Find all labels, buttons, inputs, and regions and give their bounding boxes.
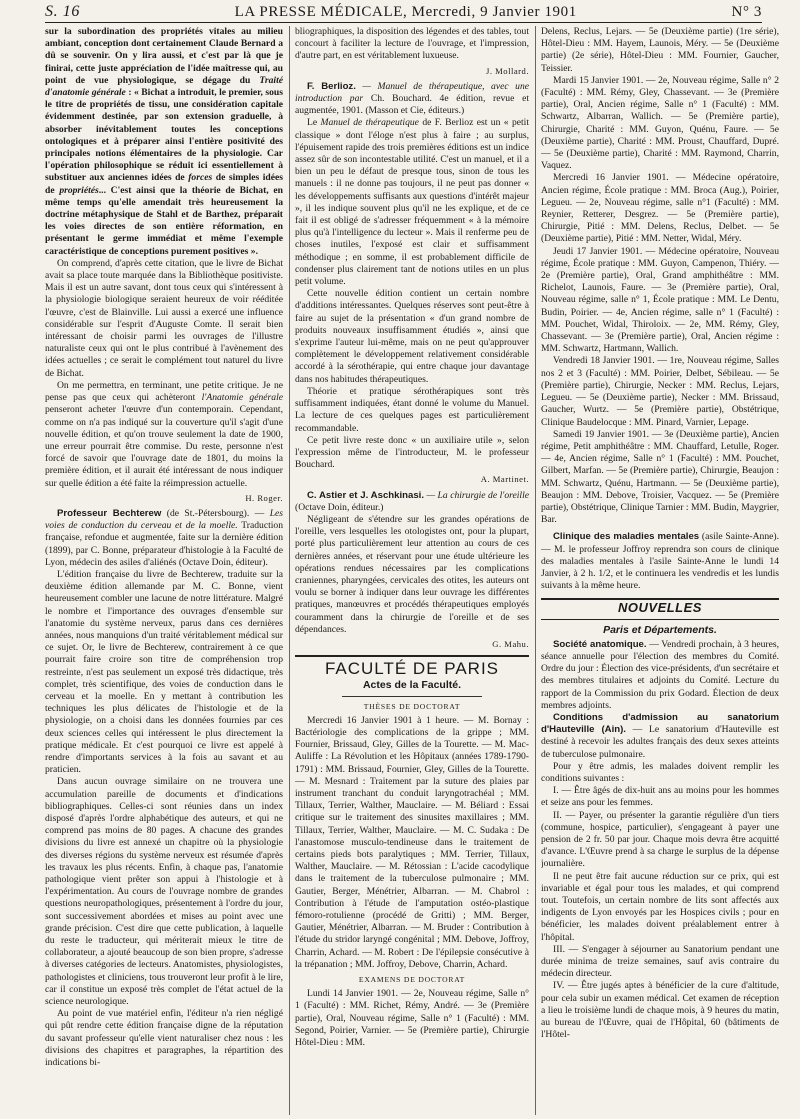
article-paragraph: I. — Être âgés de dix-huit ans au moins pour les hommes et seize ans pour les femmes. [541, 785, 779, 809]
article-paragraph: L'édition française du livre de Bechterew, traduite sur la deuxième édition allemande par M. C. Bonne, vient heureusement combler une lacune de notre littérature. Malgré le nombre et l'importance des ouvrages d'ensemble sur l'anatomie du système nerveux, parus dans ces dernières années, nous manquions d'un traité véritablement médical sur ce sujet. Or, le livre de Bechterew, contrairement à ce que pourrait faire croire son titre de compréhension trop restreinte, n'est pas seulement un exposé très didactique, très complet, très scientifique, des voies de conduction dans le cerveau et la moelle. En y mettant à contribution les techniques les plus délicates de l'histologie et de la physiologie, on a choisi dans les données fournies par ces deux sciences celles qui intéressent le plus directement la pratique médicale. Et c'est pourquoi ce livre est appelé à rendre d'importants services à la fois au savant et au praticien. [45, 568, 283, 776]
article-paragraph: Pour y être admis, les malades doivent remplir les conditions suivantes : [541, 760, 779, 784]
schedule-paragraph: Mercredi 16 Janvier 1901. — Médecine opératoire, Ancien régime, École pratique : MM. Broca (Aug.), Poirier, Legueu. — 2e, Nouveau régime, salle n°1 (Faculté) : MM. Reynier, Retterer, Desgrez. — 5e (Première partie), Chirurgie, Pitié : MM. Delens, Reclus, Delbet. — 5e (Deuxième partie), Pitié : MM. Netter, Widal, Méry. [541, 172, 779, 245]
schedule-paragraph: Samedi 19 Janvier 1901. — 3e (Deuxième partie), Ancien régime, Petit amphithéâtre : MM. Chauffard, Letulle, Roger. — 4e, Ancien régime, Salle n° 1 (Faculté) : MM. Pouchet, Gilbert, Marfan. — 5e (Première partie), Chirurgie, Beaujon : MM. Schwartz, Quénu, Hartmann. — 5e (Deuxième partie), Beaujon : MM. Debove, Troisier, Vacquez. — 5e (Première partie), Obstétrique, Clinique Tarnier : MM. Budin, Maygrier, Bar. [541, 428, 779, 526]
article-paragraph: Cette nouvelle édition contient un certain nombre d'additions intéressantes. Quelques réserves sont peut-être à faire au sujet de la présentation « d'un grand nombre de produits nouveaux insuffisamment étudiés », ainsi que s'exprime l'auteur lui-même, mais on ne peut qu'approuver complètement le développement relativement considérable accordé à la sérothérapie, qui entre chaque jour davantage dans nos habitudes thérapeutiques. [295, 288, 529, 385]
announcement: Société anatomique. — Vendredi prochain, à 3 heures, séance annuelle pour l'élection des membres du Comité. Ordre du jour : Élection des vice-présidents, d'un secrétaire et des membres titulaires et adjoints du Comité. Lecture du rapport de la Commission du prix Godard. Élection de deux membres adjoints. [541, 638, 779, 711]
nouvelles-title: NOUVELLES [618, 600, 702, 616]
book-entry: Professeur Bechterew (de St.-Pétersbourg). — Les voies de conduction du cerveau et de la moelle. Traduction française, refondue et augmentée, faite sur la dernière édition (1899), par C. Bonne, préparateur d'histologie à la Faculté de Lyon, médecin des asiles d'aliénés (Octave Doin, éditeur). [45, 507, 283, 568]
article-paragraph: sur la subordination des propriétés vitales au milieu ambiant, conception dont certainement Claude Bernard a dû se souvenir. On y lira aussi, et c'est par là que je finirai, cette juste appréciation de l'idée maîtresse qui, au point de vue physiologique, se dégage du Traité d'anatomie générale : « Bichat a introduit, le premier, sous le titre de propriétés de tissu, une considération capitale évidemment destinée, par son extension graduelle, à absorber inévitablement toutes les conceptions ontologiques et à préparer ainsi l'entière positivité des principales notions élémentaires de la physiologie. Car l'opération philosophique se réduit ici essentiellement à substituer aux anciennes idées de forces de simples idées de propriétés... C'est ainsi que la théorie de Bichat, en même temps qu'elle amendait très heureusement la doctrine métaphysique de Stahl et de Barthez, préparait les voies directes de son entière réformation, en présentant le germe immédiat et même l'exemple caractéristique de conceptions purement positives ». [45, 26, 283, 257]
article-paragraph: Le Manuel de thérapeutique de F. Berlioz est un « petit classique » dont l'éloge n'est plus à faire ; au surplus, l'épuisement rapide des trois premières éditions est un indice assez sûr de son incontestable utilité. C'est un manuel, et il a bien un peu le défaut de presque tous, sinon de tous les manuels : il ne donne pas toujours, il ne peut pas donner « les développements suffisants aux questions d'intérêt majeur », il les indique souvent plus qu'il ne les explique, et de ce fait il est obligé de s'adresser fréquemment « à la mémoire plus qu'à l'intelligence du lecteur ». Mais il renferme peu de choses inutiles, l'exposé est clair et suffisamment méthodique ; en somme, il est probablement difficile de condenser plus clairement tant de notions utiles en un plus petit volume. [295, 117, 529, 288]
journal-title: LA PRESSE MÉDICALE, Mercredi, 9 Janvier 1901 [234, 3, 577, 20]
divider [342, 696, 482, 697]
column-3 [541, 26, 779, 1117]
header-rule [45, 22, 762, 23]
article-paragraph: Négligeant de s'étendre sur les grandes opérations de l'oreille, vers lesquelles les otologistes ont, pour la plupart, porté plus particulièrement leur attention au cours de ces dernières années, et réservant pour une étude ultérieure les opérations rendues nécessaires par les complications craniennes, pharyngées, cervicales des otites, les auteurs ont voulu se borner à indiquer dans leur ouvrage les différentes pratiques, manœuvres et procédés thérapeutiques employés couramment dans la chirurgie de l'oreille et de ses dépendances. [295, 513, 529, 635]
schedule-paragraph: Jeudi 17 Janvier 1901. — Médecine opératoire, Nouveau régime, École pratique : MM. Guyon, Campenon, Thiéry. — 2e (Première partie), Oral, Grand amphithéâtre : MM. Richelot, Launois, Faure. — 3e (Première partie), Oral, Nouveau régime, salle n° 1, École pratique : MM. Le Dentu, Budin, Poirier. — 4e, Ancien régime, salle n° 1 (Faculté) : MM. Pouchet, Widal, Thiroloix. — 2e, MM. Rémy, Gley, Chassevant. — 3e (Première partie), Oral, Ancien régime : MM. Schwartz, Hartmann, Wallich. [541, 245, 779, 355]
article-paragraph: Il ne peut être fait aucune réduction sur ce prix, qui est invariable et égal pour tous les malades, et qui comprend tout. Toutefois, un certain nombre de lits sont affectés aux indigents de Lyon envoyés par les Hospices civils ; pour en bénéficier, les malades doivent préalablement entrer à l'hôpital. [541, 870, 779, 943]
nouvelles-banner [541, 598, 779, 619]
article-paragraph: III. — S'engager à séjourner au Sanatorium pendant une durée minima de treize semaines, sauf avis contraire du médecin directeur. [541, 943, 779, 980]
section-subtitle: Actes de la Faculté. [362, 679, 462, 692]
schedule-paragraph: Mercredi 16 Janvier 1901 à 1 heure. — M. Bornay : Bactériologie des complications de la grippe ; MM. Fournier, Brissaud, Gley, Gilles de la Tourette. — M. Mac-Auliffe : La Révolution et les Hôpitaux (années 1789-1790-1791) : MM. Brissaud, Fournier, Gley, Gilles de la Tourette. — M. Mesnard : Traitement par la suture des plaies par instrument tranchant du conduit laryngotrachéal ; MM. Tillaux, Terrier, Walther, Mauclaire. — M. Béliard : Essai critique sur le traitement des sinusites maxillaires ; MM. Tillaux, Terrier, Walther, Mauclaire. — M. C. Sudaka : De l'anastomose musculo-tendineuse dans le traitement de certains pieds bots paralytiques ; MM. Terrier, Tillaux, Walther, Mauclaire. — M. Rétossian : L'acide cacodylique dans le traitement de la tuberculose pulmonaire ; MM. Gautier, Berger, Ménétrier, Albarran. — M. Chabrol : Contribution à l'étude de l'amputation ostéo-plastique fémoro-rotulienne (procédé de Gritti) ; MM. Berger, Gautier, Ménétrier, Albarran. — M. Bruder : Contribution à l'étude du stridor laryngé congénital ; MM. Debove, Joffroy, Charrin, Achard. — M. Robert : De l'épilepsie consécutive à la trépanation ; MM. Joffroy, Debove, Charrin, Achard. [295, 714, 529, 970]
article-paragraph: Au point de vue matériel enfin, l'éditeur n'a rien négligé qui pût rendre cette édition française digne de la réputation du savant professeur qu'elle vient naturaliser chez nous : les divisions des chapitres et paragraphes, la répartition des indications bi- [45, 1008, 283, 1069]
section-subtitle: Paris et Départements. [603, 623, 717, 636]
subsection-title: EXAMENS DE DOCTORAT [358, 975, 466, 985]
article-paragraph: II. — Payer, ou présenter la garantie régulière d'un tiers (commune, hospice, particulier), s'engageant à payer une pension de 2 fr. 50 par jour. Chaque mois devra être acquitté d'avance. L'Œuvre prend à sa charge le surplus de la dépense journalière. [541, 809, 779, 870]
article-paragraph: IV. — Être jugés aptes à bénéficier de la cure d'altitude, pour cela subir un examen médical. Cet examen de réception a lieu le troisième lundi de chaque mois, à 9 heures du matin, au bureau de l'Œuvre, quai de l'Hôpital, 60 (bâtiments de l'Hôtel- [541, 980, 779, 1041]
column-1 [45, 26, 283, 1117]
article-paragraph: bliographiques, la disposition des légendes et des tables, tout concourt à faciliter la lecture de l'ouvrage, et l'impression, d'autre part, en est véritablement luxueuse. [295, 26, 529, 62]
book-entry: C. Astier et J. Aschkinasi. — La chirurgie de l'oreille (Octave Doin, éditeur.) [295, 489, 529, 513]
subsection-title: THÈSES DE DOCTORAT [363, 701, 461, 711]
author-signature: G. Mahu. [492, 638, 529, 649]
author-signature: H. Roger. [245, 492, 283, 503]
schedule-paragraph: Vendredi 18 Janvier 1901. — 1re, Nouveau régime, Salles nos 2 et 3 (Faculté) : MM. Poirier, Delbet, Sébileau. — 5e (Première partie), Chirurgie, Necker : MM. Reclus, Lejars, Legueu. — 5e (Deuxième partie), Necker : MM. Brissaud, Gaucher, Wurtz. — 5e (Première partie), Obstétrique, Clinique Baudelocque : MM. Pinard, Varnier, Lepage. [541, 355, 779, 428]
column-2 [295, 26, 529, 1117]
article-paragraph: Théorie et pratique sérothérapiques sont très suffisamment indiquées, étant donné le volume du Manuel. La lecture de ces quelques pages est particulièrement recommandable. [295, 385, 529, 434]
article-paragraph: On comprend, d'après cette citation, que le livre de Bichat avait sa place toute marquée dans la Bibliothèque positiviste. Mais il est un autre savant, dont tous ceux qui s'intéressent à la physiologie biologique seraient heureux de voir rééditée l'œuvre, c'est de Blainville. Lui aussi a exercé une influence considérable sur l'esprit d'Auguste Comte. Il serait bien intéressant de choisir parmi les ouvrages de l'illustre naturaliste ceux qui ont le plus contribué à l'avènement des idées actuelles ; ce serait le complément tout naturel du livre de Bichat. [45, 257, 283, 379]
article-paragraph: Ce petit livre reste donc « un auxiliaire utile », selon l'expression même de l'introducteur, M. le professeur Bouchard. [295, 434, 529, 471]
section-rule [295, 655, 529, 657]
page-header [45, 2, 762, 22]
article-paragraph: Dans aucun ouvrage similaire on ne trouvera une accumulation pareille de documents et d'indications bibliographiques. Celles-ci sont réunies dans un index disposé d'après l'ordre alphabétique des auteurs, et qui ne comprend pas moins de 80 pages. A chacune des grandes divisions du livre est annexé un chapitre où la physiologie des diverses régions du système nerveux est résumée d'après les travaux les plus récents. Enfin, à chaque pas, l'anatomie pathologique vient prêter son appui à l'histologie et à l'expérimentation. Au cours de l'ouvrage nombre de grandes questions neuropathologiques, présentement à l'ordre du jour, sont successivement abordées et mises au point avec une grande précision. C'est dire que cette publication, à laquelle du reste le traducteur, qui mériterait mieux le titre de collaborateur, a ajouté beaucoup de son bien propre, s'adresse à diverses catégories de lecteurs. Anatomistes, physiologistes, pathologistes et cliniciens, tous trouveront leur profit à le lire, car il constitue un exposé très complet de l'état actuel de la science neurologique. [45, 776, 283, 1008]
author-signature: J. Mollard. [486, 65, 529, 76]
author-signature: A. Martinet. [480, 474, 529, 485]
article-paragraph: On me permettra, en terminant, une petite critique. Je ne pense pas que ceux qui achèteront l'Anatomie générale penseront acheter l'œuvre d'un contemporain. Cependant, comme on n'a pas indiqué sur la couverture qu'il s'agit d'une nouvelle édition, et qu'on trouve seulement la date de 1900, une erreur pourrait être commise. Du reste, personne n'est forcé de savoir que l'ouvrage date de 1801, du moins la première édition, et il aurait été intéressant de nous indiquer sur quelle édition a été faite la réimpression actuelle. [45, 379, 283, 489]
schedule-paragraph: Delens, Reclus, Lejars. — 5e (Deuxième partie) (1re série), Hôtel-Dieu : MM. Hayem, Launois, Méry. — 5e (Deuxième partie) (2e série), Hôtel-Dieu : MM. Fournier, Gaucher, Teissier. [541, 26, 779, 74]
schedule-paragraph: Mardi 15 Janvier 1901. — 2e, Nouveau régime, Salle n° 2 (Faculté) : MM. Rémy, Gley, Chassevant. — 3e (Première partie), Oral, Ancien régime, Salle n° 1 (Faculté) : MM. Schwartz, Albarran, Wallich. — 5e (Première partie), Chirurgie, Charité : MM. Guyon, Quénu, Faure. — 5e (Deuxième partie), Charité : MM. Proust, Chauffard, Dupré. — 5e (Deuxième partie), Charité : MM. Raymond, Charrin, Vaquez. [541, 74, 779, 172]
section-title: FACULTÉ DE PARIS [324, 659, 500, 679]
page-number: S. 16 [45, 3, 80, 20]
announcement: Conditions d'admission au sanatorium d'Hauteville (Ain). — Le sanatorium d'Hauteville est destiné à recevoir les adultes français des deux sexes atteints de tuberculose pulmonaire. [541, 711, 779, 760]
column-divider [535, 26, 536, 1115]
announcement: Clinique des maladies mentales (asile Sainte-Anne). — M. le professeur Joffroy reprendra son cours de clinique des maladies mentales à l'asile Sainte-Anne le lundi 14 Janvier, à 2 h. 1/2, et le continuera les vendredis et les lundis suivants à la même heure. [541, 531, 779, 592]
column-divider [289, 26, 290, 1115]
issue-number: N° 3 [731, 3, 762, 20]
book-entry: F. Berlioz. — Manuel de thérapeutique, avec une introduction par Ch. Bouchard. 4e édition, revue et augmentée, 1901. (Masson et Cie, éditeurs.) [295, 80, 529, 117]
schedule-paragraph: Lundi 14 Janvier 1901. — 2e, Nouveau régime, Salle n° 1 (Faculté) : MM. Richet, Rémy, André. — 3e (Première partie), Oral, Nouveau régime, Salle n° 1 (Faculté) : MM. Segond, Poirier, Varnier. — 5e (Première partie), Chirurgie Hôtel-Dieu : MM. [295, 988, 529, 1049]
